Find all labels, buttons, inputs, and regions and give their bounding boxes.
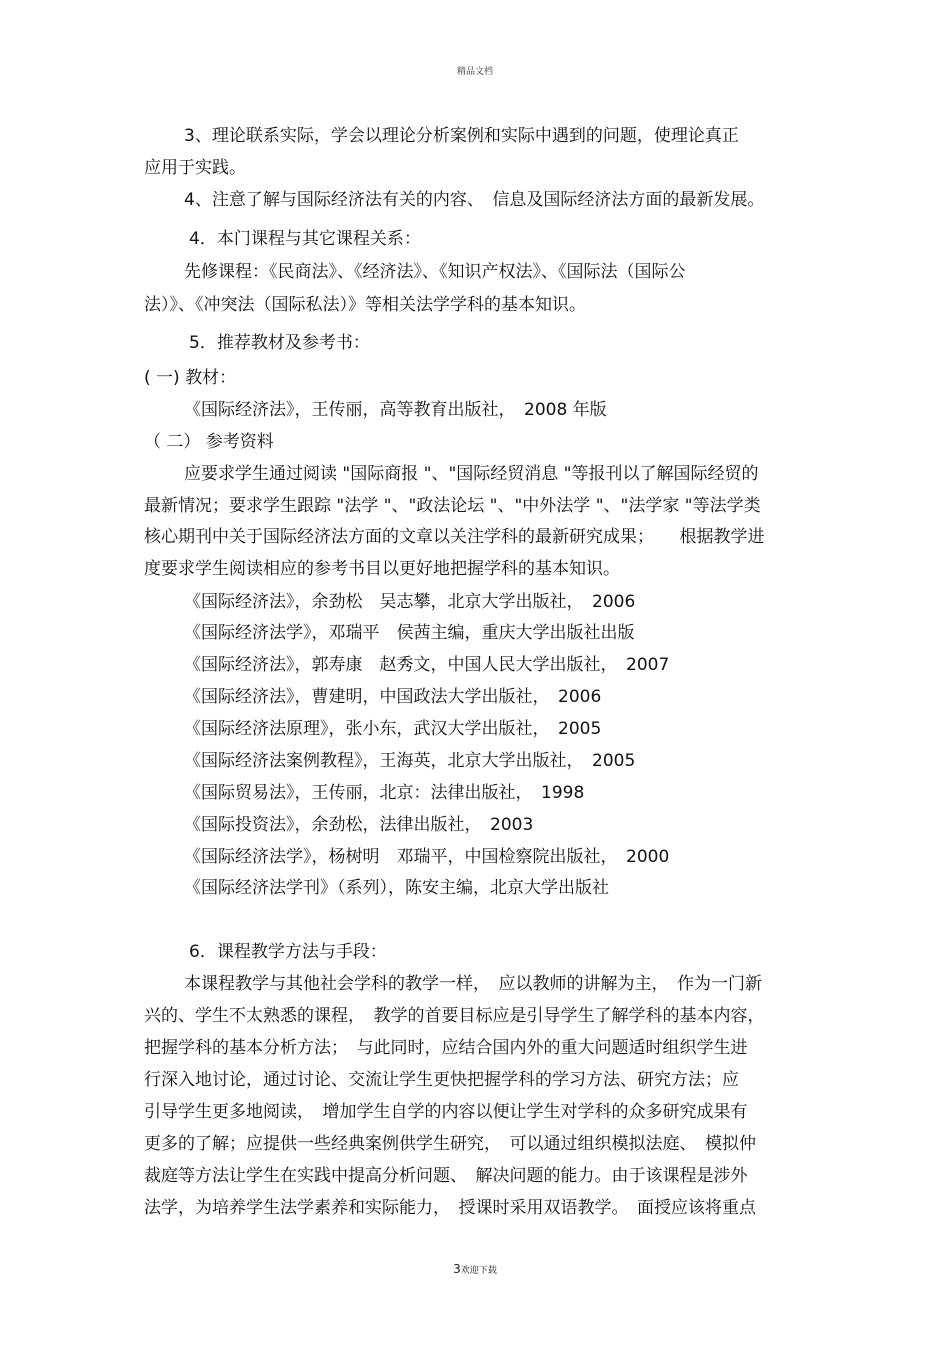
text-line: 把握学科的基本分析方法； 与此同时，应结合国内外的重大问题适时组织学生进 — [144, 1038, 748, 1058]
text-line: 本课程教学与其他社会学科的教学一样， 应以教师的讲解为主， 作为一门新 — [184, 974, 762, 994]
text-line: 《国际经济法学》，邓瑞平 侯茜主编，重庆大学出版社出版 — [184, 623, 635, 643]
text-line: 应用于实践。 — [144, 158, 246, 178]
text-line: 法）》、《冲突法（国际私法）》等相关法学学科的基本知识。 — [144, 295, 586, 315]
text-line: 行深入地讨论，通过讨论、交流让学生更快把握学科的学习方法、研究方法；应 — [144, 1070, 739, 1090]
text-line: 先修课程：《民商法》、《经济法》、《知识产权法》、《国际法（国际公 — [184, 262, 686, 282]
text-line: 《国际经济法学刊》（系列），陈安主编，北京大学出版社 — [184, 878, 609, 898]
text-line: 核心期刊中关于国际经济法方面的文章以关注学科的最新研究成果； 根据教学进 — [144, 527, 765, 547]
footer-text: 欢迎下载 — [460, 1266, 497, 1276]
text-line: 3、理论联系实际，学会以理论分析案例和实际中遇到的问题，使理论真正 — [184, 126, 739, 146]
text-line: 《国际经济法案例教程》，王海英，北京大学出版社， 2005 — [184, 751, 636, 771]
page-number: 3 — [453, 1262, 461, 1276]
text-line: 《国际经济法》，余劲松 吴志攀，北京大学出版社， 2006 — [184, 592, 636, 612]
text-line: 5．推荐教材及参考书： — [189, 333, 370, 353]
page-header: 精品文档 — [456, 67, 493, 77]
text-line: 《国际贸易法》，王传丽，北京：法律出版社， 1998 — [184, 783, 585, 803]
text-line: 兴的、学生不太熟悉的课程， 教学的首要目标应是引导学生了解学科的基本内容， — [144, 1006, 765, 1026]
text-line: ( 一) 教材： — [144, 368, 237, 388]
page-footer — [0, 1262, 950, 1276]
text-line: 6．课程教学方法与手段： — [189, 942, 387, 962]
text-line: 《国际经济法》，曹建明，中国政法大学出版社， 2006 — [184, 687, 602, 707]
text-line: 引导学生更多地阅读， 增加学生自学的内容以便让学生对学科的众多研究成果有 — [144, 1102, 748, 1122]
text-line: 《国际经济法》，王传丽，高等教育出版社， 2008 年版 — [184, 400, 607, 420]
text-line: 《国际经济法》，郭寿康 赵秀文，中国人民大学出版社， 2007 — [184, 655, 670, 675]
text-line: 4、注意了解与国际经济法有关的内容、 信息及国际经济法方面的最新发展。 — [184, 190, 765, 210]
text-line: 《国际投资法》，余劲松，法律出版社， 2003 — [184, 815, 534, 835]
text-line: 更多的了解；应提供一些经典案例供学生研究， 可以通过组织模拟法庭、 模拟仲 — [144, 1134, 756, 1154]
text-line: 《国际经济法原理》，张小东，武汉大学出版社， 2005 — [184, 719, 602, 739]
text-line: 最新情况；要求学生跟踪 "法学 "、"政法论坛 "、"中外法学 "、"法学家 "等法学类 — [144, 496, 761, 516]
text-line: 裁庭等方法让学生在实践中提高分析问题、 解决问题的能力。由于该课程是涉外 — [144, 1166, 748, 1186]
text-line: （ 二） 参考资料 — [144, 432, 274, 452]
text-line: 《国际经济法学》，杨树明 邓瑞平，中国检察院出版社， 2000 — [184, 847, 670, 867]
text-line: 法学，为培养学生法学素养和实际能力， 授课时采用双语教学。 面授应该将重点 — [144, 1198, 756, 1218]
text-line: 度要求学生阅读相应的参考书目以更好地把握学科的基本知识。 — [144, 559, 620, 579]
text-line: 应要求学生通过阅读 "国际商报 "、"国际经贸消息 "等报刊以了解国际经贸的 — [184, 464, 759, 484]
text-line: 4．本门课程与其它课程关系： — [189, 229, 421, 249]
